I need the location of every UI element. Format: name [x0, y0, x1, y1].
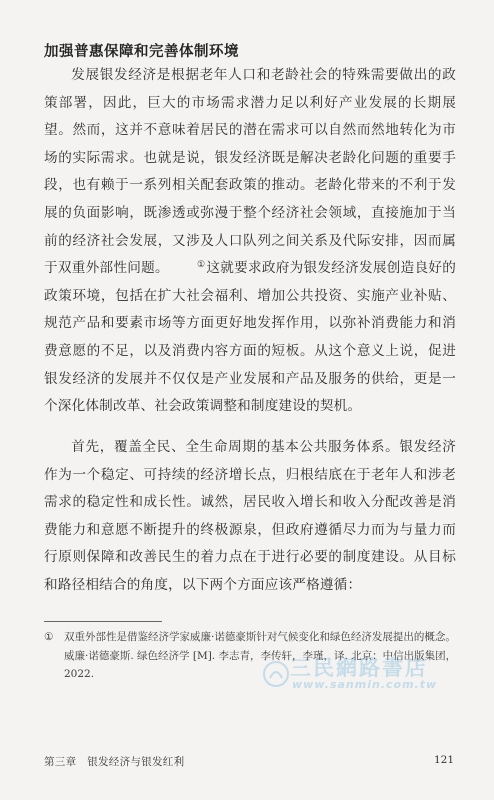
- paragraph-2: [44, 434, 456, 600]
- footnote-reference[interactable]: ①: [197, 259, 206, 270]
- watermark-url: www.sanmin.com.tw: [292, 678, 438, 691]
- paragraph-1-text-b: 这就要求政府为银发经济发展创造良好的政策环境，包括在扩大社会福利、增加公共投资、实施产业补贴、规范产品和要素市场等方面更好地发挥作用，以弥补消费能力和消费意愿的不足，以及消费内容方面的短板。从这个意义上说，促进银发经济的发展并不仅仅是产业发展和产品及服务的供给，更是一个深化体制改革、社会政策调整和制度建设的契机。: [44, 260, 456, 415]
- watermark-text-cn: 三民網路書店: [290, 656, 428, 680]
- footnote-text: 双重外部性是借鉴经济学家威廉·诺德豪斯针对气候变化和绿色经济发展提出的概念。威廉·诺德豪斯. 绿色经济学 [M]. 李志青，李传轩，李瑾，译. 北京：中信出版集团，2022.: [64, 631, 457, 680]
- paragraph-1-text-a: 发展银发经济是根据老年人口和老龄社会的特殊需要做出的政策部署，因此，巨大的市场需求潜力足以利好产业发展的长期展望。然而，这并不意味着居民的潜在需求可以自然而然地转化为市场的实际需求。也就是说，银发经济既是解决老龄化问题的重要手段，也有赖于一系列相关配套政策的推动。老龄化带来的不利于发展的负面影响，既渗透或弥漫于整个经济社会领域，直接施加于当前的经济社会发展，又涉及人口队列之间关系及代际安排，因而属于双重外部性问题。: [44, 67, 456, 277]
- page-number: 121: [433, 754, 454, 766]
- paragraph-1: [44, 62, 456, 421]
- footnote: [44, 628, 458, 684]
- section-title: 加强普惠保障和完善体制环境: [44, 43, 239, 60]
- running-footer-chapter: 第三章 银发经济与银发红利: [44, 756, 185, 768]
- footnote-divider: [44, 621, 162, 622]
- footnote-mark: ①: [44, 631, 54, 643]
- paragraph-2-text: 首先，覆盖全民、全生命周期的基本公共服务体系。银发经济作为一个稳定、可持续的经济增长点，归根结底在于老年人和涉老需求的稳定性和成长性。诚然，居民收入增长和收入分配改善是消费能力和意愿不断提升的终极源泉，但政府遵循尽力而为与量力而行原则保障和改善民生的着力点在于进行必要的制度建设。从目标和路径相结合的角度，以下两个方面应该严格遵循：: [44, 439, 456, 593]
